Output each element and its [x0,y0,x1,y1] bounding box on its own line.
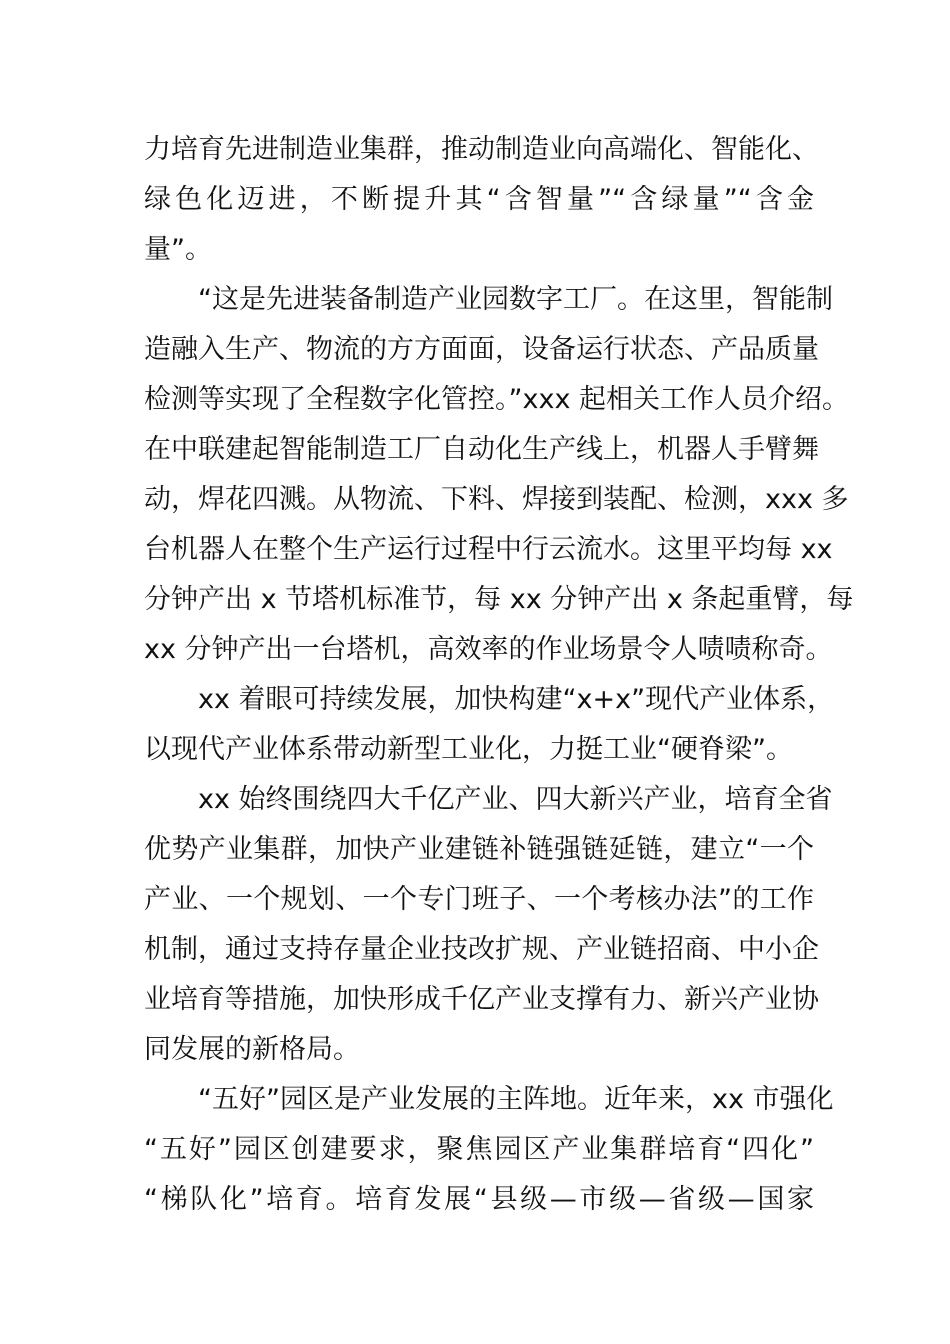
text-line: xx 着眼可持续发展，加快构建“x+x”现代产业体系， [198,684,835,715]
text-line: “梯队化”培育。培育发展“县级—市级—省级—国家 [144,1184,814,1215]
text-line: 优势产业集群，加快产业建链补链强链延链，建立“一个 [144,834,814,865]
text-line: “五好”园区是产业发展的主阵地。近年来，xx 市强化 [198,1084,834,1115]
body-text [144,125,854,1225]
text-line: 量”。 [144,234,212,265]
text-line: 绿色化迈进，不断提升其“含智量”“含绿量”“含金 [144,184,814,215]
text-line: “五好”园区创建要求，聚焦园区产业集群培育“四化” [144,1134,814,1165]
text-line: 在中联建起智能制造工厂自动化生产线上，机器人手臂舞 [144,434,819,465]
text-line: 同发展的新格局。 [144,1034,360,1065]
text-line: “这是先进装备制造产业园数字工厂。在这里，智能制 [198,284,833,315]
text-line: 分钟产出 x 节塔机标准节，每 xx 分钟产出 x 条起重臂，每 [144,584,854,615]
text-line: xx 分钟产出一台塔机，高效率的作业场景令人啧啧称奇。 [144,634,833,665]
text-line: 造融入生产、物流的方方面面，设备运行状态、产品质量 [144,334,819,365]
text-line: 检测等实现了全程数字化管控。”xxx 起相关工作人员介绍。 [144,384,850,415]
text-line: 产业、一个规划、一个专门班子、一个考核办法”的工作 [144,884,814,915]
text-line: 机制，通过支持存量企业技改扩规、产业链招商、中小企 [144,934,819,965]
text-line: 台机器人在整个生产运行过程中行云流水。这里平均每 xx [144,534,833,565]
text-line: 力培育先进制造业集群，推动制造业向高端化、智能化、 [144,134,819,165]
text-line: 以现代产业体系带动新型工业化，力挺工业“硬脊梁”。 [144,734,793,765]
text-line: 业培育等措施，加快形成千亿产业支撑有力、新兴产业协 [144,984,819,1015]
text-line: 动，焊花四溅。从物流、下料、焊接到装配、检测，xxx 多 [144,484,849,515]
text-line: xx 始终围绕四大千亿产业、四大新兴产业，培育全省 [198,784,833,815]
